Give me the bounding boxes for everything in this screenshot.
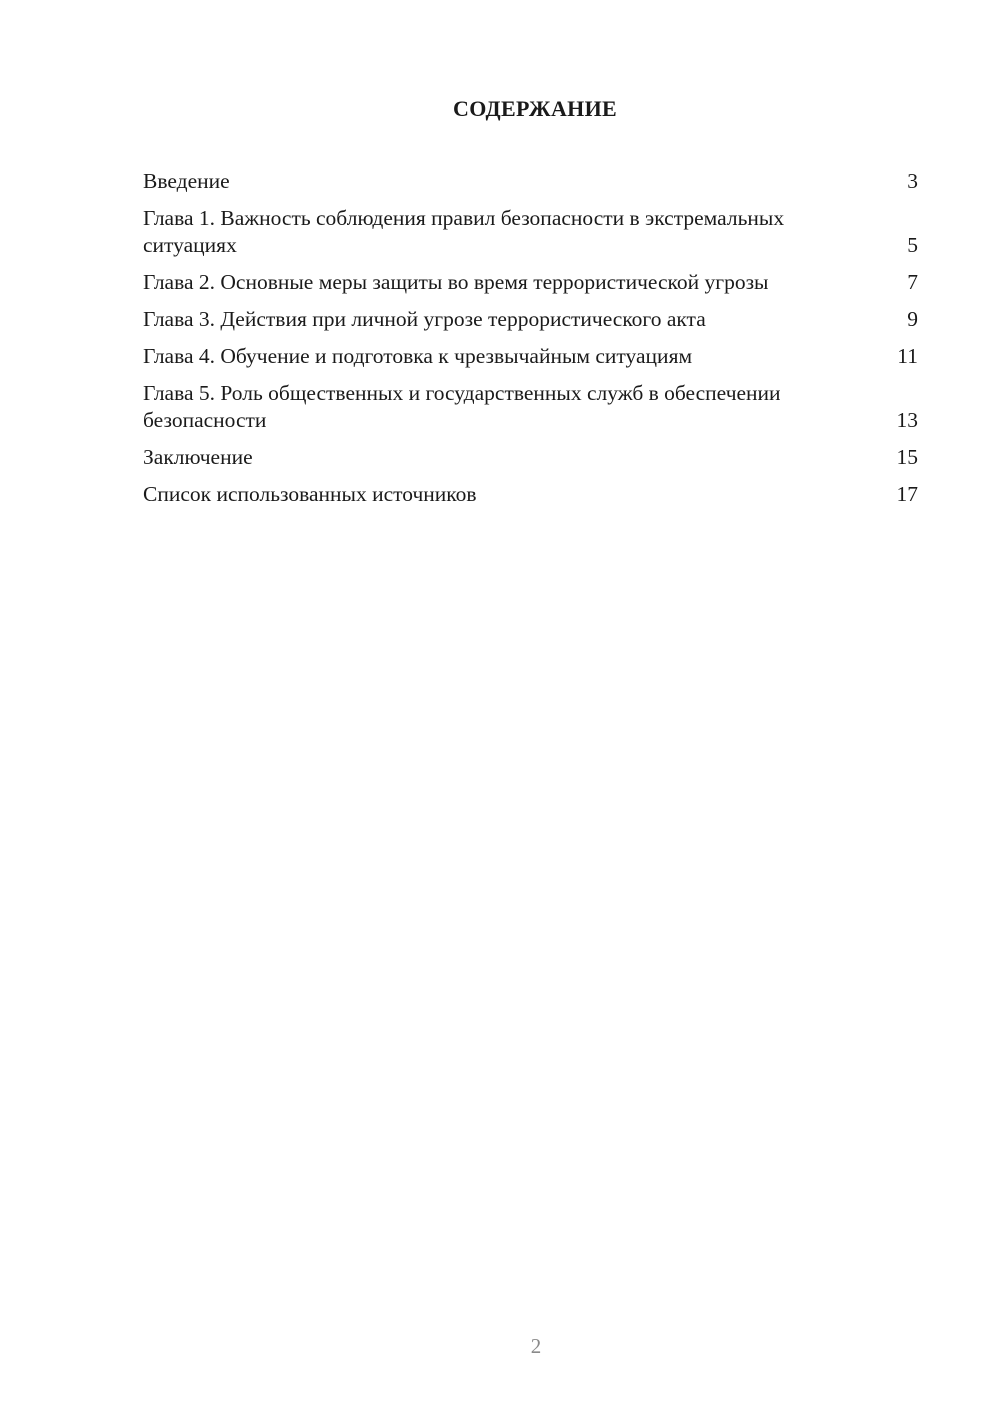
toc-entry-text: Глава 2. Основные меры защиты во время террористической угрозы <box>143 270 769 294</box>
toc-entry-text: Введение <box>143 169 230 193</box>
toc-entry-page: 5 <box>907 233 918 257</box>
toc-entry-text: Заключение <box>143 445 253 469</box>
toc-entry-text: Глава 5. Роль общественных и государственных служб в обеспечении безопасности <box>143 381 781 432</box>
toc-entry-chapter-5 <box>143 380 918 434</box>
toc-entry-page: 17 <box>896 482 918 506</box>
page-title: СОДЕРЖАНИЕ <box>453 96 617 121</box>
toc-entry-conclusion <box>143 444 918 471</box>
page-number: 2 <box>530 1334 542 1358</box>
toc-entry-text: Список использованных источников <box>143 482 477 506</box>
toc-entry-text: Глава 1. Важность соблюдения правил безопасности в экстремальных ситуациях <box>143 206 785 257</box>
toc-entry-page: 13 <box>896 408 918 432</box>
toc-entry-references <box>143 481 918 508</box>
toc-entry-introduction <box>143 168 918 195</box>
toc-entry-page: 11 <box>897 344 918 368</box>
table-of-contents <box>143 168 918 518</box>
toc-entry-chapter-4 <box>143 343 918 370</box>
toc-entry-page: 9 <box>907 307 918 331</box>
toc-entry-text: Глава 4. Обучение и подготовка к чрезвычайным ситуациям <box>143 344 693 368</box>
toc-entry-page: 15 <box>896 445 918 469</box>
toc-entry-chapter-3 <box>143 306 918 333</box>
toc-entry-page: 7 <box>907 270 918 294</box>
toc-entry-chapter-1 <box>143 205 918 259</box>
toc-entry-page: 3 <box>907 169 918 193</box>
toc-entry-text: Глава 3. Действия при личной угрозе террористического акта <box>143 307 706 331</box>
toc-entry-chapter-2 <box>143 269 918 296</box>
